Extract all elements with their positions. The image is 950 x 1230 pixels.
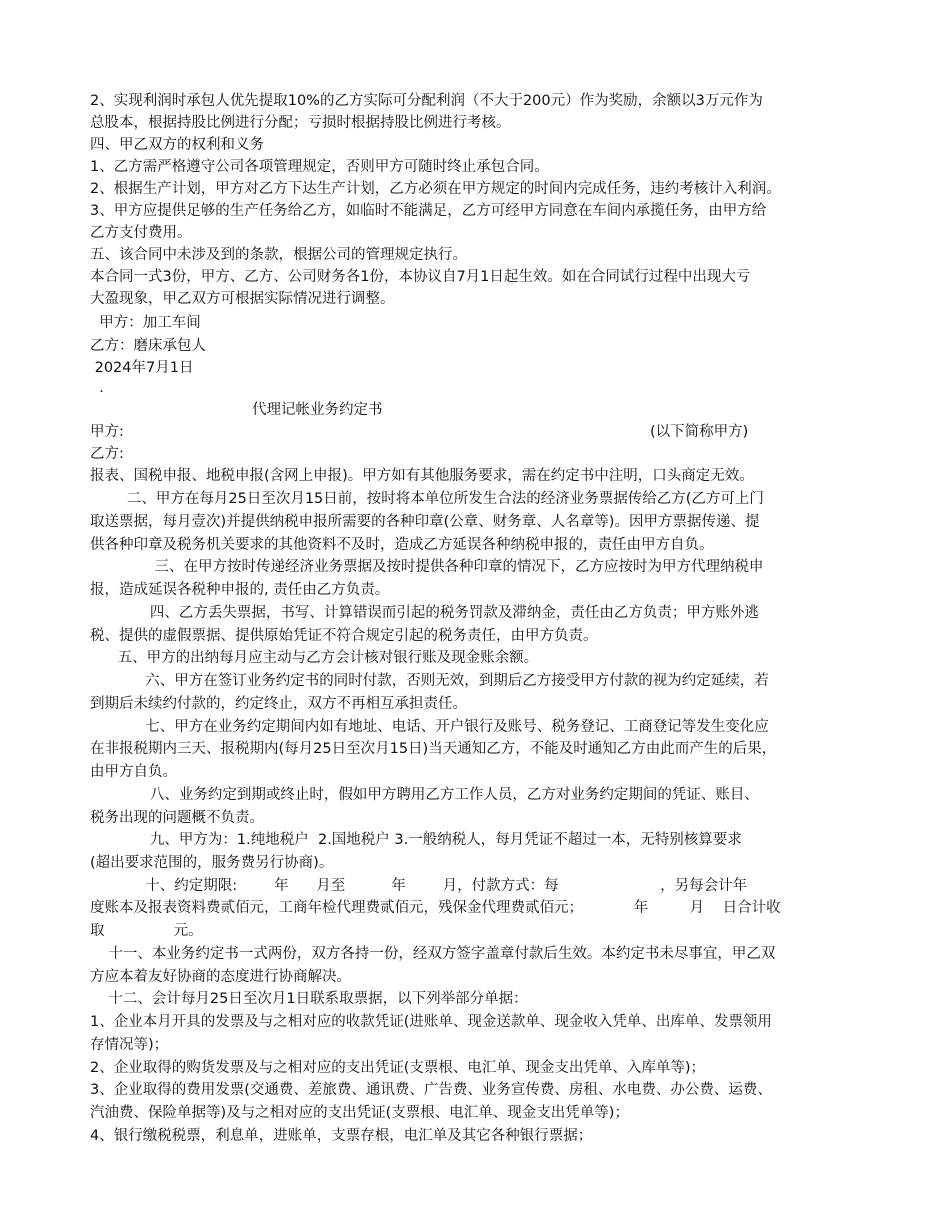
paragraph-line: (超出要求范围的，服务费另行协商)。 <box>90 855 334 871</box>
paragraph-line: 二、甲方在每月25日至次月15日前，按时将本单位所发生合法的经济业务票据传给乙方(乙方可上门 <box>90 491 764 507</box>
party-b-label: 乙方: <box>90 446 124 462</box>
signature-date: 2024年7月1日 <box>90 360 194 376</box>
paragraph-line: 2、实现利润时承包人优先提取10%的乙方实际可分配利润（不大于200元）作为奖励，余额以3万元作为 <box>90 93 763 109</box>
paragraph-line: 取 元。 <box>90 923 203 939</box>
paragraph-line: 五、该合同中未涉及到的条款，根据公司的管理规定执行。 <box>90 247 467 263</box>
paragraph-line: 3、甲方应提供足够的生产任务给乙方，如临时不能满足，乙方可经甲方同意在车间内承揽任务，由甲方给 <box>90 203 767 219</box>
list-item: 4、银行缴税税票，利息单，进账单，支票存根，电汇单及其它各种银行票据； <box>90 1128 593 1144</box>
party-a-label: 甲方: <box>90 424 124 440</box>
paragraph-line: 八、业务约定到期或终止时，假如甲方聘用乙方工作人员，乙方对业务约定期间的凭证、账目、 <box>90 787 759 803</box>
separator-dot: . <box>90 380 104 396</box>
paragraph-line: 取送票据，每月壹次)并提供纳税申报所需要的各种印章(公章、财务章、人名章等)。因甲方票据传递、提 <box>90 514 760 530</box>
list-item: 存情况等)； <box>90 1037 169 1053</box>
paragraph-line: 大盈现象，甲乙双方可根据实际情况进行调整。 <box>90 291 395 307</box>
paragraph-line: 在非报税期内三天、报税期内(每月25日至次月15日)当天通知乙方，不能及时通知乙方由此而产生的后果， <box>90 741 777 757</box>
paragraph-line: 报，造成延误各税种申报的, 责任由乙方负责。 <box>90 582 390 598</box>
paragraph-line: 三、在甲方按时传递经济业务票据及按时提供各种印章的情况下，乙方应按时为甲方代理纳税申 <box>90 559 764 575</box>
paragraph-line: 十一、本业务约定书一式两份，双方各持一份，经双方签字盖章付款后生效。本约定书未尽事宜，甲乙双 <box>90 946 776 962</box>
paragraph-line: 九、甲方为：1.纯地税户 2.国地税户 3.一般纳税人，每月凭证不超过一本，无特别核算要求 <box>90 832 742 848</box>
paragraph-line: 方应本着友好协商的态度进行协商解决。 <box>90 969 351 985</box>
signature-party-b: 乙方：磨床承包人 <box>90 338 206 354</box>
paragraph-line: 供各种印章及税务机关要求的其他资料不及时，造成乙方延误各种纳税申报的，责任由甲方自负。 <box>90 537 714 553</box>
list-item: 2、企业取得的购货发票及与之相对应的支出凭证(支票根、电汇单、现金支出凭单、入库单等)； <box>90 1060 706 1076</box>
paragraph-line: 2、根据生产计划，甲方对乙方下达生产计划，乙方必须在甲方规定的时间内完成任务，违约考核计入利润。 <box>90 181 781 197</box>
paragraph-line: 报表、国税申报、地税申报(含网上申报)。甲方如有其他服务要求，需在约定书中注明，口头商定无效。 <box>90 468 754 484</box>
paragraph-line: 度账本及报表资料费贰佰元，工商年检代理费贰佰元，残保金代理费贰佰元； 年 月 日合计收 <box>90 900 781 916</box>
paragraph-line: 税、提供的虚假票据、提供原始凭证不符合规定引起的税务责任，由甲方负责。 <box>90 628 598 644</box>
signature-party-a: 甲方：加工车间 <box>90 315 201 331</box>
paragraph-line: 十二、会计每月25日至次月1日联系取票据，以下列举部分单据： <box>90 991 528 1007</box>
paragraph-line: 总股本，根据持股比例进行分配；亏损时根据持股比例进行考核。 <box>90 115 511 131</box>
paragraph-line: 十、约定期限: 年 月至 年 月，付款方式：每 ，另每会计年 <box>90 878 748 894</box>
document-title: 代理记帐业务约定书 <box>252 402 383 418</box>
list-item: 1、企业本月开具的发票及与之相对应的收款凭证(进账单、现金送款单、现金收入凭单、出库单、发票领用 <box>90 1014 772 1030</box>
paragraph-line: 由甲方自负。 <box>90 764 177 780</box>
section-heading: 四、甲乙双方的权利和义务 <box>90 137 264 153</box>
paragraph-line: 四、乙方丢失票据，书写、计算错误而引起的税务罚款及滞纳金，责任由乙方负责；甲方账外逃 <box>90 605 759 621</box>
paragraph-line: 到期后未续约付款的，约定终止，双方不再相互承担责任。 <box>90 696 467 712</box>
paragraph-line: 五、甲方的出纳每月应主动与乙方会计核对银行账及现金账余额。 <box>90 650 539 666</box>
paragraph-line: 乙方支付费用。 <box>90 225 192 241</box>
paragraph-line: 六、甲方在签订业务约定书的同时付款，否则无效，到期后乙方接受甲方付款的视为约定延续，若 <box>90 673 769 689</box>
paragraph-line: 1、乙方需严格遵守公司各项管理规定，否则甲方可随时终止承包合同。 <box>90 159 549 175</box>
party-a-note: (以下简称甲方) <box>650 424 749 440</box>
paragraph-line: 本合同一式3份，甲方、乙方、公司财务各1份，本协议自7月1日起生效。如在合同试行过程中出现大亏 <box>90 269 751 285</box>
list-item: 3、企业取得的费用发票(交通费、差旅费、通讯费、广告费、业务宣传费、房租、水电费、办公费、运费、 <box>90 1082 772 1098</box>
list-item: 汽油费、保险单据等)及与之相对应的支出凭证(支票根、电汇单、现金支出凭单等)； <box>90 1105 629 1121</box>
paragraph-line: 税务出现的问题概不负责。 <box>90 810 264 826</box>
paragraph-line: 七、甲方在业务约定期间内如有地址、电话、开户银行及账号、税务登记、工商登记等发生变化应 <box>90 719 769 735</box>
